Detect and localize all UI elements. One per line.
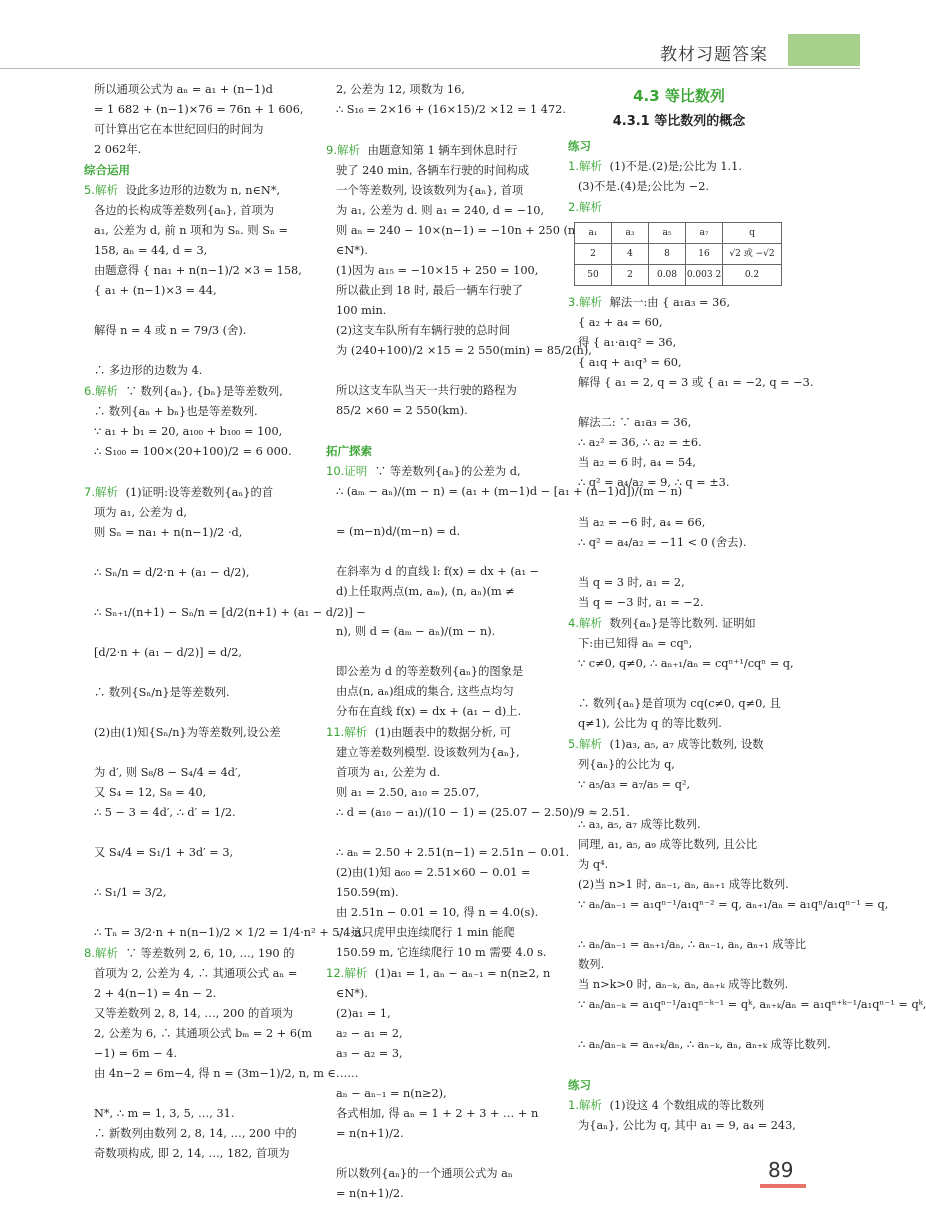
text-line: 首项为 2, 公差为 4, ∴ 其通项公式 aₙ = — [94, 967, 298, 980]
table-cell: 4 — [612, 244, 649, 265]
text-line: 158, aₙ = 44, d = 3, — [94, 244, 208, 257]
text-line: a₂ − a₁ = 2, — [336, 1027, 403, 1040]
text-line: 所以数列{aₙ}的一个通项公式为 aₙ — [336, 1167, 513, 1180]
text-line: 当 n>k>0 时, aₙ₋ₖ, aₙ, aₙ₊ₖ 成等比数列. — [578, 978, 789, 991]
text-line: 由点(n, aₙ)组成的集合, 这些点均匀 — [336, 685, 514, 698]
text-line: ∴ aₙ/aₙ₋ₖ = aₙ₊ₖ/aₙ, ∴ aₙ₋ₖ, aₙ, aₙ₊ₖ 成等比数列. — [578, 1038, 831, 1051]
text-line: ∴ a₃, a₅, a₇ 成等比数列. — [578, 818, 701, 831]
text-line: 同理, a₁, a₅, a₉ 成等比数列, 且公比 — [578, 838, 758, 851]
text-line: (2)a₁ = 1, — [336, 1007, 391, 1020]
text-line: 为 q⁴. — [578, 858, 609, 871]
problem-line — [84, 180, 306, 201]
column-right-top — [568, 136, 790, 218]
table-header-cell: a₃ — [612, 223, 649, 244]
text-line: ∈N*). — [336, 244, 368, 257]
text-line: 解法二: ∵ a₁a₃ = 36, — [578, 416, 692, 429]
text-line: ∴ 数列{aₙ}是首项为 cq(c≠0, q≠0, 且 — [578, 697, 781, 710]
text-line: ∵ c≠0, q≠0, ∴ aₙ₊₁/aₙ = cqⁿ⁺¹/cqⁿ = q, — [578, 657, 794, 670]
text-line — [326, 120, 550, 140]
text-line — [568, 915, 790, 935]
text-line: 由 4n−2 = 6m−4, 得 n = (3m−1)/2, n, m ∈ — [94, 1067, 336, 1080]
text-line: ∴ Tₙ = 3/2·n + n(n−1)/2 × 1/2 = 1/4·n² + 5/4·n. — [94, 926, 365, 939]
column-right — [568, 80, 926, 1136]
text-line — [84, 1084, 306, 1104]
text-line: 则 Sₙ = na₁ + n(n−1)/2 ·d, — [94, 526, 243, 539]
problem-line — [84, 943, 306, 964]
problem-label: 3.解析 — [568, 295, 602, 309]
text-line: ∵ aₙ/aₙ₋ₖ = a₁qⁿ⁻¹/a₁qⁿ⁻ᵏ⁻¹ = qᵏ, aₙ₊ₖ/aₙ = a₁qⁿ⁺ᵏ⁻¹/a₁qⁿ⁻¹ = qᵏ, — [578, 998, 926, 1011]
text-line: ∴ 数列{Sₙ/n}是等差数列. — [94, 686, 230, 699]
text-line: ∈N*). — [336, 987, 368, 1000]
problem-text: 由题意知第 1 辆车到休息时行 — [363, 144, 518, 157]
problem-label: 6.解析 — [84, 384, 118, 398]
text-line: 则 aₙ = 240 − 10×(n−1) = −10n + 250 (n — [336, 224, 576, 237]
problem-line — [568, 1095, 790, 1116]
text-line: 奇数项构成, 即 2, 14, …, 182, 首项为 — [94, 1147, 290, 1160]
text-line: q≠1), 公比为 q 的等比数列. — [578, 717, 722, 730]
text-line: 当 q = 3 时, a₁ = 2, — [578, 576, 685, 589]
text-line: 2, 公差为 6, ∴ 其通项公式 bₘ = 2 + 6(m — [94, 1027, 313, 1040]
problem-text: (1)设这 4 个数组成的等比数列 — [605, 1099, 765, 1112]
text-line: ∴ Sₙ/n = d/2·n + (a₁ − d/2), — [94, 566, 250, 579]
text-line — [84, 543, 306, 563]
text-line: 所以这支车队当天一共行驶的路程为 — [336, 384, 517, 397]
text-line — [326, 542, 550, 562]
text-line: N*, ∴ m = 1, 3, 5, …, 31. — [94, 1107, 235, 1120]
text-line: 解得 n = 4 或 n = 79/3 (舍). — [94, 324, 247, 337]
text-line — [568, 674, 790, 694]
text-line — [84, 462, 306, 482]
header-divider — [0, 68, 860, 69]
text-line: ∴ a₂² = 36, ∴ a₂ = ±6. — [578, 436, 702, 449]
text-line: 当 a₂ = 6 时, a₄ = 54, — [578, 456, 696, 469]
text-line — [84, 823, 306, 843]
text-line: 即公差为 d 的等差数列{aₙ}的图象是 — [336, 665, 524, 678]
problem-label: 4.解析 — [568, 616, 602, 630]
problem-label: 5.解析 — [568, 737, 602, 751]
text-line — [326, 602, 550, 622]
text-line: (2)这支车队所有车辆行驶的总时间 — [336, 324, 511, 337]
text-line — [84, 663, 306, 683]
problem-label: 11.解析 — [326, 725, 368, 739]
problem-line — [568, 613, 790, 634]
text-line: 得 { a₁·a₁q² = 36, — [578, 336, 677, 349]
text-line: 建立等差数列模型. 设该数列为{aₙ}, — [336, 746, 520, 759]
text-line: 数列. — [578, 958, 605, 971]
text-line: aₙ − aₙ₋₁ = n(n≥2), — [336, 1087, 447, 1100]
text-line — [568, 1015, 790, 1035]
text-line: = (m−n)d/(m−n) = d. — [336, 525, 461, 538]
text-line: 为 a₁, 公差为 d. 则 a₁ = 240, d = −10, — [336, 204, 545, 217]
text-line — [568, 493, 790, 513]
text-line: −1) = 6m − 4. — [94, 1047, 178, 1060]
text-line: ∴ S₁₆ = 2×16 + (16×15)/2 ×12 = 1 472. — [336, 103, 566, 116]
text-line: ∴ aₙ/aₙ₋₁ = aₙ₊₁/aₙ, ∴ aₙ₋₁, aₙ, aₙ₊₁ 成等比 — [578, 938, 807, 951]
problem-label: 8.解析 — [84, 946, 118, 960]
table-header-cell: a₇ — [686, 223, 723, 244]
table-header-cell: a₁ — [575, 223, 612, 244]
header-color-block — [788, 34, 860, 66]
text-line: ∴ 5 − 3 = 4d′, ∴ d′ = 1/2. — [94, 806, 236, 819]
table-cell: 0.08 — [649, 265, 686, 286]
text-line: 则 a₁ = 2.50, a₁₀ = 25.07, — [336, 786, 480, 799]
problem-text: 解法一:由 { a₁a₃ = 36, — [605, 296, 731, 309]
text-line: 在斜率为 d 的直线 l: f(x) = dx + (a₁ − — [336, 565, 540, 578]
problem-line — [568, 292, 790, 313]
problem-line — [568, 197, 790, 218]
text-line: a₃ − a₂ = 3, — [336, 1047, 403, 1060]
section-heading: 4.3 等比数列 — [633, 87, 725, 105]
table-header-row — [575, 223, 782, 244]
text-line: { a₁q + a₁q³ = 60, — [578, 356, 682, 369]
text-line: 驶了 240 min, 各辆车行驶的时间构成 — [336, 164, 530, 177]
text-line: 由 2.51n − 0.01 = 10, 得 n = 4.0(s). — [336, 906, 539, 919]
text-line: 为 (240+100)/2 ×15 = 2 550(min) = 85/2(h), — [336, 344, 592, 357]
text-line: ∴ 多边形的边数为 4. — [94, 364, 203, 377]
text-line: 所以通项公式为 aₙ = a₁ + (n−1)d — [94, 83, 273, 96]
problem-line — [326, 963, 550, 984]
problem-label: 2.解析 — [568, 200, 602, 214]
problem-text: (1)不是.(2)是;公比为 1.1. — [605, 160, 742, 173]
problem-text: (1)a₃, a₅, a₇ 成等比数列, 设数 — [605, 738, 764, 751]
table-row — [575, 244, 782, 265]
section-label: 练习 — [568, 1078, 591, 1092]
text-line: 各边的长构成等差数列{aₙ}, 首项为 — [94, 204, 275, 217]
problem-label: 12.解析 — [326, 966, 368, 980]
text-line: 150.59(m). — [336, 886, 399, 899]
problem-text: (1)证明:设等差数列{aₙ}的首 — [121, 486, 274, 499]
text-line — [326, 361, 550, 381]
table-cell: 0.2 — [723, 265, 782, 286]
problem-text: ∵ 等差数列{aₙ}的公差为 d, — [371, 465, 521, 478]
text-line: 解得 { a₁ = 2, q = 3 或 { a₁ = −2, q = −3. — [578, 376, 814, 389]
text-line: 首项为 a₁, 公差为 d. — [336, 766, 441, 779]
text-line: 分布在直线 f(x) = dx + (a₁ − d)上. — [336, 705, 522, 718]
table-cell: 8 — [649, 244, 686, 265]
problem-label: 7.解析 — [84, 485, 118, 499]
text-line — [84, 703, 306, 723]
text-line: 又 S₄ = 12, S₈ = 40, — [94, 786, 207, 799]
section-label: 综合运用 — [84, 163, 130, 177]
text-line: 又 S₄/4 = S₁/1 + 3d′ = 3, — [94, 846, 234, 859]
problem-text: 数列{aₙ}是等比数列. 证明如 — [605, 617, 756, 630]
text-line: ∴ 新数列由数列 2, 8, 14, …, 200 中的 — [94, 1127, 297, 1140]
problem-label: 1.解析 — [568, 1098, 602, 1112]
problem-label: 5.解析 — [84, 183, 118, 197]
table-cell: 2 — [612, 265, 649, 286]
table-header-cell: q — [723, 223, 782, 244]
text-line: 又等差数列 2, 8, 14, …, 200 的首项为 — [94, 1007, 294, 1020]
subsection-heading: 4.3.1 等比数列的概念 — [612, 114, 746, 129]
text-line: 项为 a₁, 公差为 d, — [94, 506, 187, 519]
problem-line — [568, 734, 790, 755]
text-line: 2 062年. — [94, 143, 142, 156]
text-line: 列{aₙ}的公比为 q, — [578, 758, 675, 771]
page-number: 89 — [768, 1158, 794, 1182]
text-line: 85/2 ×60 = 2 550(km). — [336, 404, 468, 417]
section-label: 练习 — [568, 139, 591, 153]
text-line: ∴ Sₙ₊₁/(n+1) − Sₙ/n = [d/2(n+1) + (a₁ − d/2)] − — [94, 606, 366, 619]
text-line: 2 + 4(n−1) = 4n − 2. — [94, 987, 217, 1000]
text-line: 由题意得 { na₁ + n(n−1)/2 ×3 = 158, — [94, 264, 302, 277]
text-line — [326, 823, 550, 843]
text-line — [84, 583, 306, 603]
text-line — [568, 553, 790, 573]
problem-text: ∵ 等差数列 2, 6, 10, …, 190 的 — [121, 947, 295, 960]
text-line: ∴ q² = a₄/a₂ = −11 < 0 (舍去). — [578, 536, 747, 549]
text-line: a₁, 公差为 d, 前 n 项和为 Sₙ. 则 Sₙ = — [94, 224, 288, 237]
answer-table — [574, 222, 782, 286]
table-cell: 2 — [575, 244, 612, 265]
text-line: 所以截止到 18 时, 最后一辆车行驶了 — [336, 284, 523, 297]
problem-line — [326, 140, 550, 161]
text-line: 2, 公差为 12, 项数为 16, — [336, 83, 465, 96]
table-header-cell: a₅ — [649, 223, 686, 244]
text-line — [84, 903, 306, 923]
text-line: ∴ 数列{aₙ + bₙ}也是等差数列. — [94, 405, 258, 418]
text-line: ∴ aₙ = 2.50 + 2.51(n−1) = 2.51n − 0.01. — [336, 846, 570, 859]
text-line: 可计算出它在本世纪回归的时间为 — [94, 123, 264, 136]
text-line — [84, 743, 306, 763]
problem-line — [326, 722, 550, 743]
text-line — [326, 1144, 550, 1164]
text-line — [84, 623, 306, 643]
text-line — [326, 502, 550, 522]
text-line: ∴ q² = a₄/a₂ = 9, ∴ q = ±3. — [578, 476, 730, 489]
text-line: (1)因为 a₁₅ = −10×15 + 250 = 100, — [336, 264, 539, 277]
text-line: 100 min. — [336, 304, 387, 317]
problem-text: (1)a₁ = 1, aₙ − aₙ₋₁ = n(n≥2, n — [371, 967, 551, 980]
text-line: ∴ d = (a₁₀ − a₁)/(10 − 1) = (25.07 − 2.50)/9 ≈ 2.51. — [336, 806, 630, 819]
text-line: ∴ S₁₀₀ = 100×(20+100)/2 = 6 000. — [94, 445, 292, 458]
text-line: 当 a₂ = −6 时, a₄ = 66, — [578, 516, 706, 529]
text-line: ∵ aₙ/aₙ₋₁ = a₁qⁿ⁻¹/a₁qⁿ⁻² = q, aₙ₊₁/aₙ = a₁qⁿ/a₁qⁿ⁻¹ = q, — [578, 898, 889, 911]
table-cell: 50 — [575, 265, 612, 286]
text-line: 当 q = −3 时, a₁ = −2. — [578, 596, 704, 609]
text-line: …… — [336, 1067, 359, 1080]
table-row — [575, 265, 782, 286]
problem-label: 1.解析 — [568, 159, 602, 173]
text-line: 一个等差数列, 设该数列为{aₙ}, 首项 — [336, 184, 524, 197]
text-line: ∴ S₁/1 = 3/2, — [94, 886, 167, 899]
problem-line — [326, 461, 550, 482]
text-line: = n(n+1)/2. — [336, 1187, 404, 1200]
text-line: 为 d′, 则 S₈/8 − S₄/4 = 4d′, — [94, 766, 242, 779]
text-line: (3)不是.(4)是;公比为 −2. — [578, 180, 710, 193]
problem-text: (1)由题表中的数据分析, 可 — [371, 726, 512, 739]
text-line — [326, 642, 550, 662]
text-line: ∵ a₅/a₃ = a₇/a₅ = q², — [578, 778, 691, 791]
text-line: 150.59 m, 它连续爬行 10 m 需要 4.0 s. — [336, 946, 547, 959]
problem-label: 9.解析 — [326, 143, 360, 157]
text-line — [326, 421, 550, 441]
page-header — [0, 0, 860, 70]
text-line: (2)由(1)知{Sₙ/n}为等差数列,设公差 — [94, 726, 281, 739]
problem-line — [84, 381, 306, 402]
text-line: { a₂ + a₄ = 60, — [578, 316, 663, 329]
problem-label: 10.证明 — [326, 464, 368, 478]
header-title: 教材习题答案 — [660, 45, 768, 65]
table-cell: √2 或 −√2 — [723, 244, 782, 265]
problem-line — [84, 482, 306, 503]
text-line — [568, 1055, 790, 1075]
problem-line — [568, 156, 790, 177]
text-line: [d/2·n + (a₁ − d/2)] = d/2, — [94, 646, 242, 659]
text-line — [568, 795, 790, 815]
section-label: 拓广探索 — [326, 444, 372, 458]
text-line: 各式相加, 得 aₙ = 1 + 2 + 3 + … + n — [336, 1107, 539, 1120]
text-line — [84, 863, 306, 883]
text-line: = 1 682 + (n−1)×76 = 76n + 1 606, — [94, 103, 304, 116]
text-line — [84, 341, 306, 361]
text-line: n), 则 d = (aₘ − aₙ)/(m − n). — [336, 625, 496, 638]
text-line: ∵ a₁ + b₁ = 20, a₁₀₀ + b₁₀₀ = 100, — [94, 425, 283, 438]
text-line: (2)当 n>1 时, aₙ₋₁, aₙ, aₙ₊₁ 成等比数列. — [578, 878, 789, 891]
text-line: { a₁ + (n−1)×3 = 44, — [94, 284, 217, 297]
text-line: ∴ (aₘ − aₙ)/(m − n) = (a₁ + (m−1)d − [a₁ + (n−1)d])/(m − n) — [336, 485, 683, 498]
text-line: (2)由(1)知 a₆₀ = 2.51×60 − 0.01 = — [336, 866, 531, 879]
text-line: d)上任取两点(m, aₘ), (n, aₙ)(m ≠ — [336, 585, 515, 598]
table-cell: 16 — [686, 244, 723, 265]
text-line: ∴ 这只虎甲虫连续爬行 1 min 能爬 — [336, 926, 515, 939]
text-line: = n(n+1)/2. — [336, 1127, 404, 1140]
table-cell: 0.003 2 — [686, 265, 723, 286]
problem-text: 设此多边形的边数为 n, n∈N*, — [121, 184, 281, 197]
text-line — [84, 301, 306, 321]
column-right-body — [568, 292, 926, 1136]
text-line — [568, 393, 790, 413]
page-number-underline — [760, 1184, 806, 1188]
problem-text: ∵ 数列{aₙ}, {bₙ}是等差数列, — [121, 385, 283, 398]
text-line: 为{aₙ}, 公比为 q, 其中 a₁ = 9, a₄ = 243, — [578, 1119, 796, 1132]
text-line: 下:由已知得 aₙ = cqⁿ, — [578, 637, 693, 650]
